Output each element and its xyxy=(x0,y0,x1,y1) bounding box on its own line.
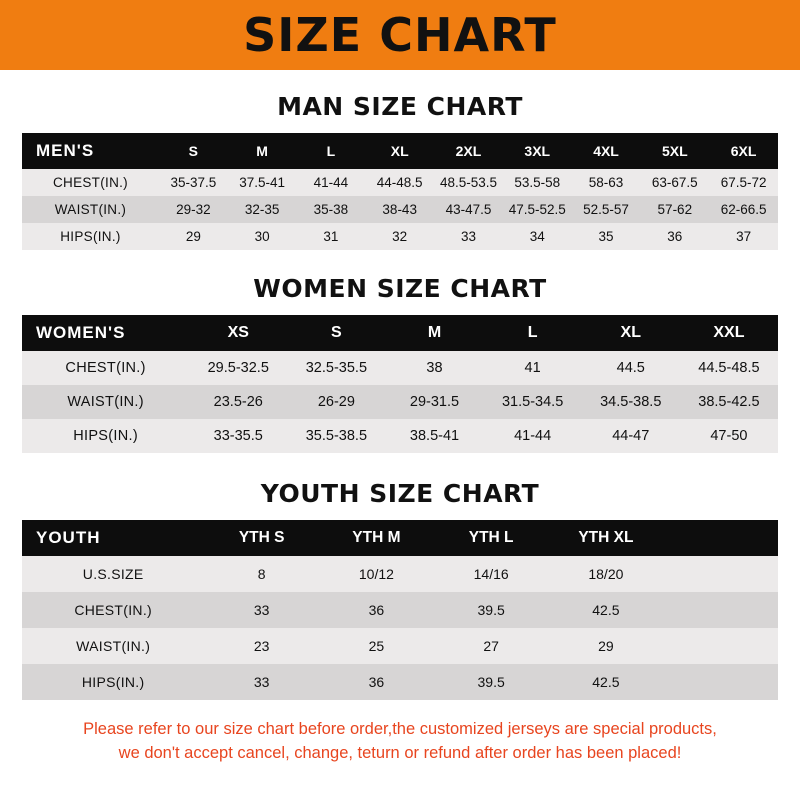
table-cell: 58-63 xyxy=(588,175,624,190)
table-cell: 43-47.5 xyxy=(445,202,492,217)
table-cell: 39.5 xyxy=(477,674,505,690)
women-header-label: WOMEN'S xyxy=(36,323,126,342)
men-row-label-chest: CHEST(IN.) xyxy=(52,175,128,190)
women-row-label-hips: HIPS(IN.) xyxy=(73,428,138,444)
order-notice xyxy=(22,718,778,766)
men-row-label-hips: HIPS(IN.) xyxy=(60,229,121,244)
table-cell: 8 xyxy=(257,566,266,582)
men-table-header xyxy=(22,133,778,169)
men-header-5xl: 5XL xyxy=(661,143,688,159)
table-cell: 38.5-42.5 xyxy=(698,394,760,410)
youth-row-label-ussize: U.S.SIZE xyxy=(82,566,144,582)
men-table-body xyxy=(22,169,778,250)
women-header-xxl: XXL xyxy=(713,324,745,341)
notice-line-1: Please refer to our size chart before order,the customized jerseys are special products, xyxy=(83,720,717,738)
table-row xyxy=(22,556,778,592)
table-cell: 37.5-41 xyxy=(239,175,286,190)
table-cell: 14/16 xyxy=(473,566,509,582)
women-row-label-waist: WAIST(IN.) xyxy=(67,394,144,410)
table-header-row xyxy=(22,520,778,556)
table-cell: 32 xyxy=(392,229,408,244)
table-cell: 38.5-41 xyxy=(409,428,460,444)
table-cell: 29-32 xyxy=(176,202,211,217)
men-row-label-waist: WAIST(IN.) xyxy=(54,202,127,217)
table-cell: 33 xyxy=(460,229,476,244)
table-cell: 32.5-35.5 xyxy=(305,360,368,376)
table-cell: 33-35.5 xyxy=(213,428,263,444)
youth-header-xl: YTH XL xyxy=(578,529,634,546)
women-header-m: M xyxy=(427,324,442,341)
table-cell: 38-43 xyxy=(382,202,417,217)
youth-row-label-chest: CHEST(IN.) xyxy=(74,602,152,618)
table-cell: 34.5-38.5 xyxy=(600,394,662,410)
table-cell: 18/20 xyxy=(588,566,624,582)
men-header-label: MEN'S xyxy=(36,141,95,160)
men-header-m: M xyxy=(256,143,268,159)
women-header-s: S xyxy=(331,324,342,341)
table-cell xyxy=(663,628,778,664)
table-cell: 41-44 xyxy=(313,175,349,190)
table-cell: 26-29 xyxy=(317,394,355,410)
table-row xyxy=(22,351,778,385)
page-title: SIZE CHART xyxy=(243,8,557,62)
table-cell: 44-47 xyxy=(612,428,650,444)
table-cell: 23.5-26 xyxy=(213,394,263,410)
table-cell: 29-31.5 xyxy=(409,394,460,410)
table-cell: 29 xyxy=(185,229,201,244)
table-cell: 44-48.5 xyxy=(376,175,423,190)
women-header-xs: XS xyxy=(227,324,249,341)
table-cell: 36 xyxy=(368,602,385,618)
table-cell: 29.5-32.5 xyxy=(207,360,269,376)
youth-size-table xyxy=(22,520,778,700)
table-header-row xyxy=(22,133,778,169)
table-cell: 47-50 xyxy=(710,428,748,444)
table-cell: 36 xyxy=(368,674,385,690)
table-cell: 33 xyxy=(253,602,270,618)
youth-header-l: YTH L xyxy=(468,529,514,546)
women-section-title: WOMEN SIZE CHART xyxy=(253,274,547,303)
table-cell: 27 xyxy=(483,638,499,654)
table-cell: 10/12 xyxy=(358,566,394,582)
women-size-table xyxy=(22,315,778,453)
table-cell: 30 xyxy=(254,229,270,244)
banner-divider xyxy=(0,70,800,76)
notice-line-2: we don't accept cancel, change, teturn or refund after order has been placed! xyxy=(118,743,682,762)
table-cell: 35-38 xyxy=(313,202,349,217)
table-cell: 38 xyxy=(426,360,443,376)
men-section-title: MAN SIZE CHART xyxy=(277,92,523,121)
table-row xyxy=(22,223,778,250)
table-cell xyxy=(663,664,778,700)
table-cell: 42.5 xyxy=(592,602,620,618)
table-cell: 32-35 xyxy=(244,202,280,217)
table-cell: 35-37.5 xyxy=(170,175,217,190)
table-row xyxy=(22,419,778,453)
men-header-4xl: 4XL xyxy=(593,143,619,159)
table-row xyxy=(22,169,778,196)
table-cell xyxy=(663,592,778,628)
youth-table-header xyxy=(22,520,778,556)
table-cell: 31 xyxy=(323,229,339,244)
table-row xyxy=(22,592,778,628)
table-cell: 52.5-57 xyxy=(583,202,629,217)
table-cell: 23 xyxy=(253,638,270,654)
table-cell: 33 xyxy=(253,674,270,690)
table-cell: 62-66.5 xyxy=(720,202,767,217)
women-header-xl: XL xyxy=(620,324,641,341)
table-cell: 35 xyxy=(598,229,614,244)
youth-row-label-waist: WAIST(IN.) xyxy=(76,638,151,654)
men-header-s: S xyxy=(188,143,199,159)
table-cell: 44.5 xyxy=(616,360,645,376)
table-row xyxy=(22,385,778,419)
table-cell: 37 xyxy=(736,229,752,244)
men-header-2xl: 2XL xyxy=(455,143,482,159)
table-cell: 29 xyxy=(598,638,614,654)
table-cell: 57-62 xyxy=(657,202,693,217)
table-cell: 31.5-34.5 xyxy=(501,394,564,410)
youth-row-label-hips: HIPS(IN.) xyxy=(81,674,145,690)
table-cell: 25 xyxy=(368,638,385,654)
table-header-row xyxy=(22,315,778,351)
table-cell: 36 xyxy=(667,229,683,244)
table-row xyxy=(22,664,778,700)
youth-header-empty xyxy=(663,520,778,556)
women-header-l: L xyxy=(527,324,538,341)
men-header-3xl: 3XL xyxy=(524,143,551,159)
table-cell: 42.5 xyxy=(592,674,620,690)
table-cell: 41 xyxy=(524,360,541,376)
youth-section-title: YOUTH SIZE CHART xyxy=(260,479,540,508)
table-cell: 63-67.5 xyxy=(651,175,698,190)
youth-header-s: YTH S xyxy=(238,529,285,546)
chart-content xyxy=(0,92,800,766)
table-cell: 47.5-52.5 xyxy=(508,202,566,217)
table-cell: 41-44 xyxy=(514,428,552,444)
table-cell: 39.5 xyxy=(477,602,505,618)
table-row xyxy=(22,628,778,664)
men-header-6xl: 6XL xyxy=(730,143,757,159)
table-cell xyxy=(663,556,778,592)
table-cell: 35.5-38.5 xyxy=(305,428,368,444)
women-row-label-chest: CHEST(IN.) xyxy=(65,360,146,376)
women-table-body xyxy=(22,351,778,453)
men-header-l: L xyxy=(326,143,336,159)
men-header-xl: XL xyxy=(390,143,409,159)
header-banner xyxy=(0,0,800,70)
table-cell: 67.5-72 xyxy=(720,175,767,190)
youth-header-label: YOUTH xyxy=(36,528,101,547)
table-row xyxy=(22,196,778,223)
table-cell: 34 xyxy=(529,229,545,244)
table-cell: 48.5-53.5 xyxy=(439,175,497,190)
table-cell: 44.5-48.5 xyxy=(698,360,760,376)
men-size-table xyxy=(22,133,778,250)
youth-table-body xyxy=(22,556,778,700)
youth-header-m: YTH M xyxy=(352,529,401,546)
women-table-header xyxy=(22,315,778,351)
table-cell: 53.5-58 xyxy=(514,175,561,190)
